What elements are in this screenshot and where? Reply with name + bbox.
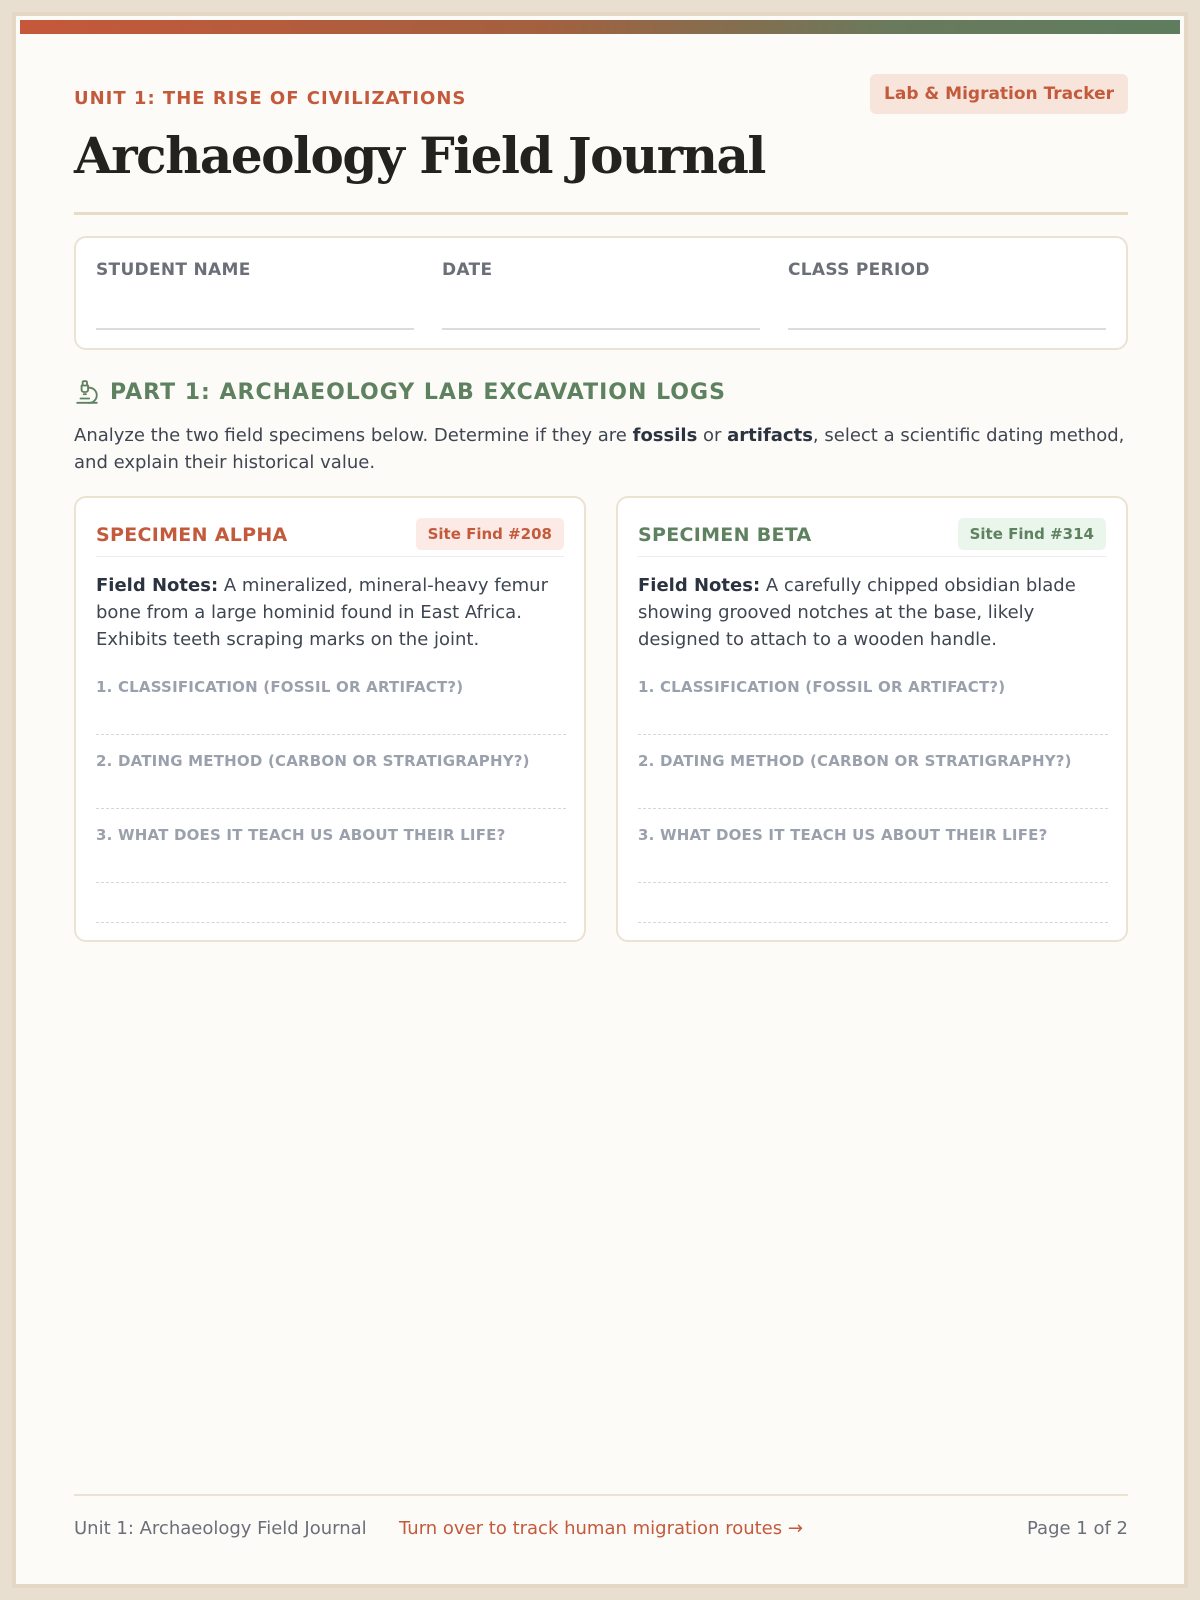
page-title: Archaeology Field Journal [74, 126, 765, 185]
answer-line-dating-method[interactable] [638, 808, 1108, 809]
field-notes-label: Field Notes: [96, 575, 219, 596]
question-classification: 1. CLASSIFICATION (FOSSIL OR ARTIFACT?) [638, 678, 1006, 696]
answer-line-dating-method[interactable] [96, 808, 566, 809]
turn-over-text: Turn over to track human migration routes → [399, 1518, 803, 1539]
specimen-alpha-header [96, 518, 564, 557]
header-divider [74, 212, 1128, 215]
instructions-text: or [697, 425, 728, 446]
field-notes-text: A carefully chipped obsidian blade showing grooved notches at the base, likely designed to attach to a wooden handle. [638, 575, 1076, 650]
specimen-alpha-notes [96, 572, 566, 653]
date-label: DATE [442, 260, 493, 280]
footer-divider [74, 1494, 1128, 1496]
field-notes-label: Field Notes: [638, 575, 761, 596]
specimen-beta-notes [638, 572, 1108, 653]
specimen-alpha-title: SPECIMEN ALPHA [96, 524, 288, 546]
question-dating-method: 2. DATING METHOD (CARBON OR STRATIGRAPHY?) [96, 752, 530, 770]
section-title: PART 1: ARCHAEOLOGY LAB EXCAVATION LOGS [110, 379, 726, 405]
answer-line-historical-value-2[interactable] [638, 922, 1108, 923]
class-period-line[interactable] [788, 328, 1106, 330]
question-dating-method: 2. DATING METHOD (CARBON OR STRATIGRAPHY?) [638, 752, 1072, 770]
question-classification: 1. CLASSIFICATION (FOSSIL OR ARTIFACT?) [96, 678, 464, 696]
answer-line-classification[interactable] [638, 734, 1108, 735]
site-find-badge: Site Find #314 [958, 518, 1106, 550]
footer-turn-over-note [74, 1518, 1128, 1539]
instructions-text: , select a scientific dating method, and explain their historical value. [74, 425, 1125, 473]
worksheet-content [74, 74, 1128, 1574]
instructions-fossils: fossils [632, 425, 698, 446]
student-name-line[interactable] [96, 328, 414, 330]
class-period-field[interactable] [788, 260, 1106, 280]
page-number: Page 1 of 2 [1027, 1518, 1128, 1539]
answer-line-historical-value-1[interactable] [96, 882, 566, 883]
student-info-box [74, 236, 1128, 350]
answer-line-classification[interactable] [96, 734, 566, 735]
question-historical-value: 3. WHAT DOES IT TEACH US ABOUT THEIR LIFE? [638, 826, 1048, 844]
footer-journal-name: Unit 1: Archaeology Field Journal [74, 1518, 367, 1539]
worksheet-page [12, 12, 1188, 1588]
student-name-field[interactable] [96, 260, 414, 280]
field-notes-text: A mineralized, mineral-heavy femur bone from a large hominid found in East Africa. Exhibits teeth scraping marks on the joint. [96, 575, 548, 650]
question-historical-value: 3. WHAT DOES IT TEACH US ABOUT THEIR LIFE? [96, 826, 506, 844]
unit-label: UNIT 1: THE RISE OF CIVILIZATIONS [74, 88, 467, 109]
specimen-beta-title: SPECIMEN BETA [638, 524, 812, 546]
specimen-alpha-card [74, 496, 586, 942]
microscope-icon [74, 379, 100, 405]
date-field[interactable] [442, 260, 760, 280]
specimen-beta-header [638, 518, 1106, 557]
date-line[interactable] [442, 328, 760, 330]
section-heading [74, 376, 726, 408]
specimen-beta-card [616, 496, 1128, 942]
site-find-badge: Site Find #208 [416, 518, 564, 550]
top-accent-bar [20, 20, 1180, 34]
answer-line-historical-value-1[interactable] [638, 882, 1108, 883]
answer-line-historical-value-2[interactable] [96, 922, 566, 923]
instructions-text: Analyze the two field specimens below. Determine if they are [74, 425, 633, 446]
instructions-artifacts: artifacts [727, 425, 813, 446]
section-instructions [74, 422, 1128, 476]
tracker-badge: Lab & Migration Tracker [870, 74, 1128, 114]
class-period-label: CLASS PERIOD [788, 260, 930, 280]
student-name-label: STUDENT NAME [96, 260, 251, 280]
